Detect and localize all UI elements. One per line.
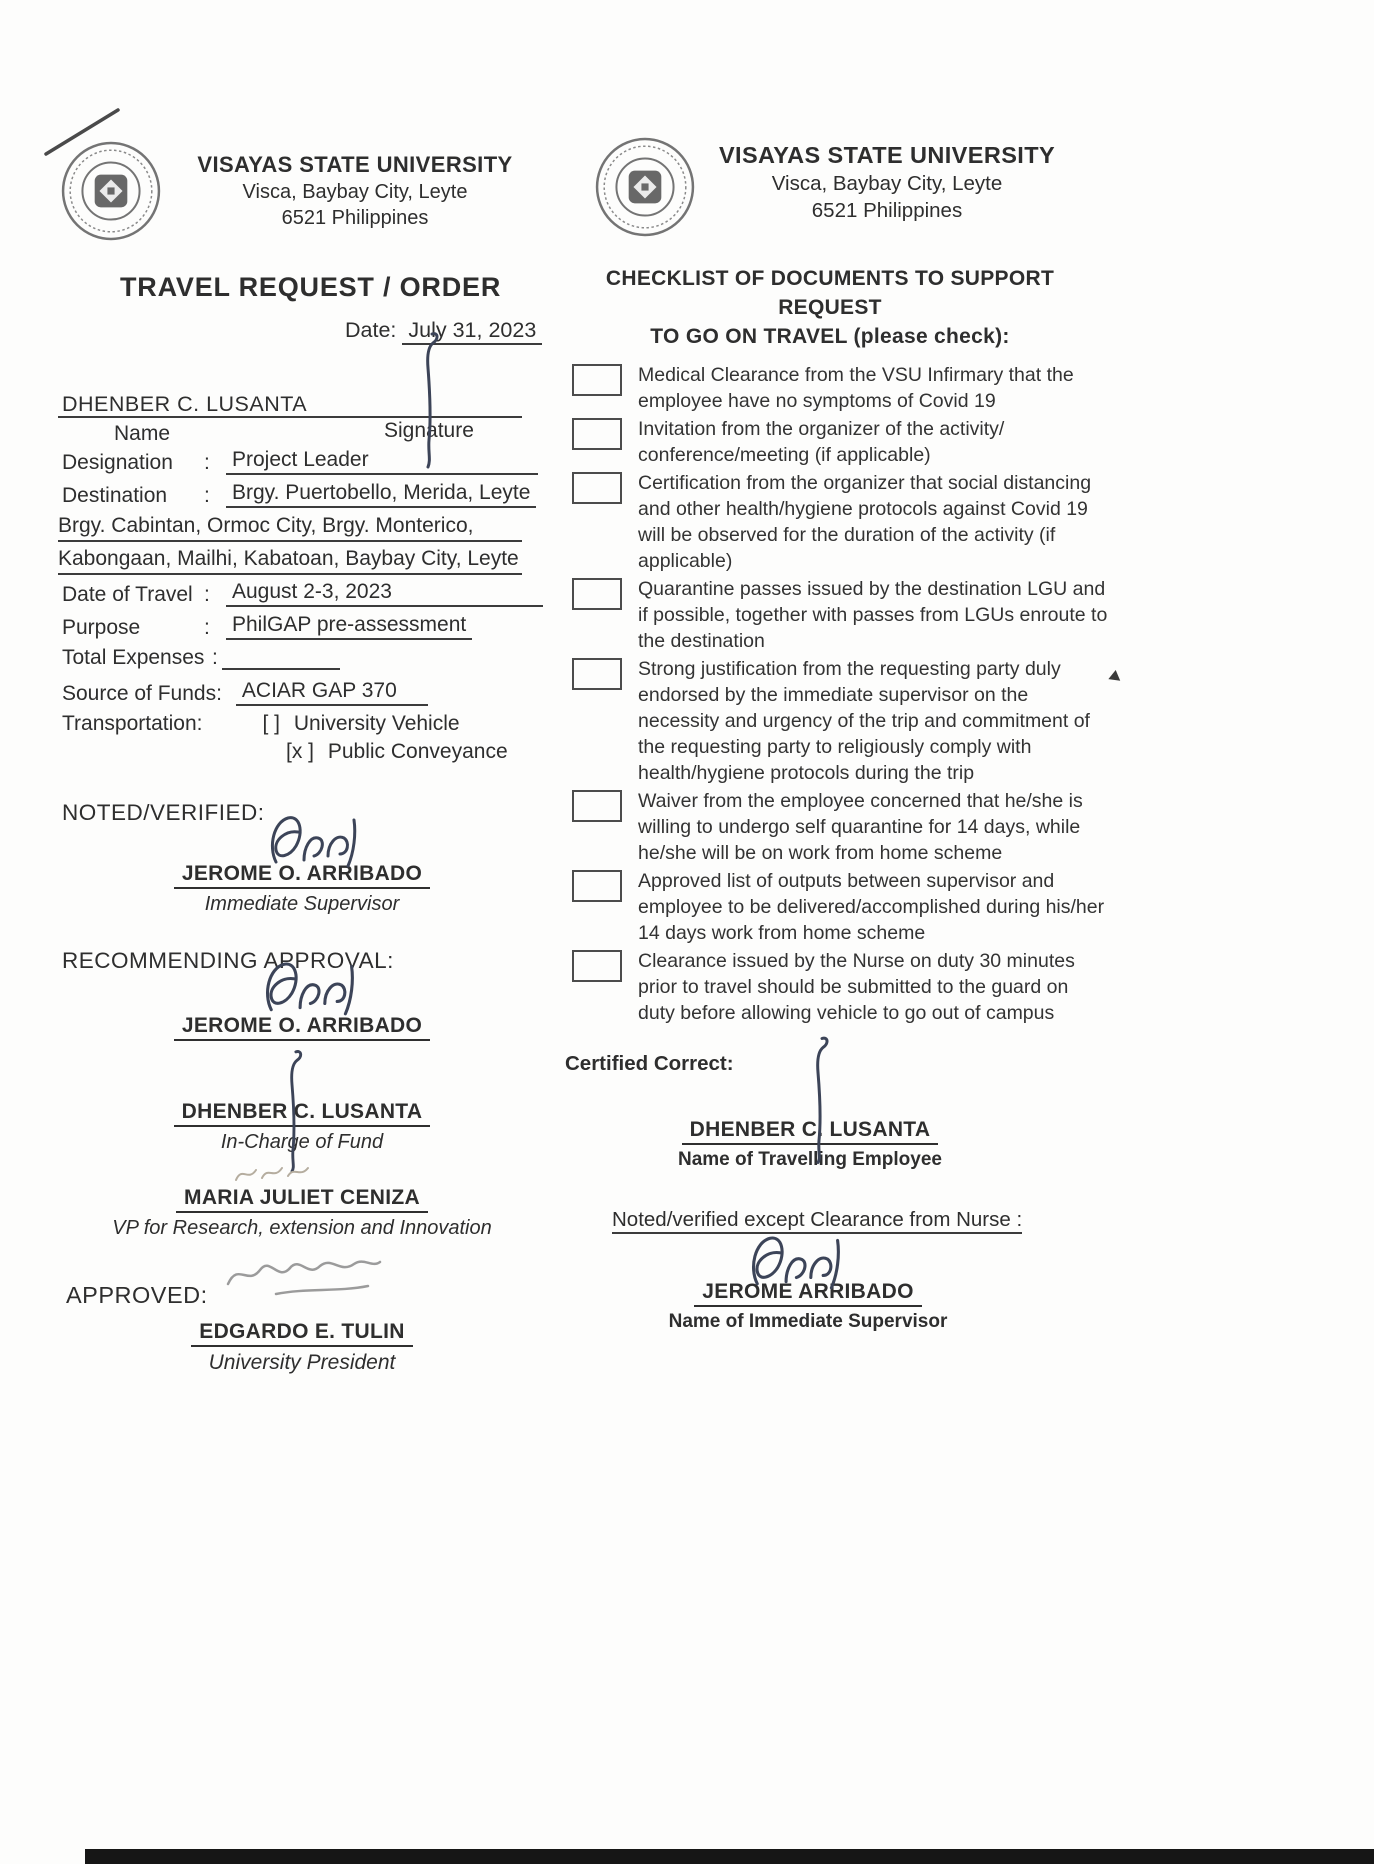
president-signatory-title: University President [208,1351,396,1374]
ceniza-initials-mark [228,1158,323,1188]
destination-label: Destination [62,484,168,507]
total-expenses-row [62,646,340,670]
signature-label: Signature [384,419,474,442]
checklist-item [572,416,1112,468]
transport-option-public [286,740,508,764]
destination-value-line3: Kabongaan, Mailhi, Kabatoan, Baybay City, Leyte [58,547,522,575]
date-of-travel-label: Date of Travel [62,583,193,606]
vp-signatory-title: VP for Research, extension and Innovation [112,1217,492,1239]
recommending-approval-label: RECOMMENDING APPROVAL: [62,948,394,973]
checklist [572,362,1112,1028]
fund-signatory [92,1100,512,1154]
date-label: Date: [345,318,397,342]
separator: : [212,646,218,669]
transport-option-university [262,712,459,736]
checklist-item [572,788,1112,866]
noted-except-signatory-name: JEROME ARRIBADO [694,1280,921,1307]
university-postal: 6521 Philippines [811,199,963,222]
purpose-label: Purpose [62,616,141,639]
university-address: Visca, Baybay City, Leyte [242,181,468,203]
university-address: Visca, Baybay City, Leyte [771,172,1003,195]
checkbox[interactable] [572,364,622,396]
noted-except-signatory-title: Name of Immediate Supervisor [668,1311,948,1332]
approved-label: APPROVED: [66,1282,208,1308]
separator: : [204,583,210,606]
university-seal-right-icon [594,136,696,238]
date-value: July 31, 2023 [402,318,542,345]
checklist-title [560,264,1100,351]
noted-except-label: Noted/verified except Clearance from Nurse : [612,1208,1022,1232]
transportation-label: Transportation: [62,712,203,735]
vp-signatory-name: MARIA JULIET CENIZA [176,1186,428,1213]
form-title: TRAVEL REQUEST / ORDER [120,272,502,302]
recommending-signatory-1-name: JEROME O. ARRIBADO [174,1014,430,1041]
checklist-item [572,656,1112,786]
destination-value-line1: Brgy. Puertobello, Merida, Leyte [226,481,536,508]
checklist-item [572,948,1112,1026]
date-of-travel-row [62,580,543,607]
noted-verified-label: NOTED/VERIFIED: [62,800,265,825]
tulin-signature [218,1248,388,1303]
checklist-title-line2: TO GO ON TRAVEL (please check): [650,325,1010,348]
checklist-item-text: Strong justification from the requesting party duly endorsed by the immediate supervisor on the necessity and urgency of the trip and commitment of the requesting party to religiously comply with health/hygiene protocols during the trip [638,658,1090,784]
checklist-item [572,576,1112,654]
noted-signatory-title: Immediate Supervisor [204,893,400,915]
certified-signatory [600,1118,1020,1171]
name-signature-line [58,416,522,418]
checklist-item-text: Invitation from the organizer of the activity/ conference/meeting (if applicable) [638,418,1005,466]
transport-option-label: University Vehicle [293,712,460,735]
noted-signatory-name: JEROME O. ARRIBADO [174,862,430,889]
president-signatory [92,1320,512,1375]
checkbox[interactable] [572,790,622,822]
date-field [345,318,542,343]
university-name: VISAYAS STATE UNIVERSITY [197,152,513,177]
checklist-item-text: Clearance issued by the Nurse on duty 30 minutes prior to travel should be submitted to the guard on duty before allowing vehicle to go out of campus [638,950,1075,1024]
checkbox[interactable] [572,418,622,450]
employee-name: DHENBER C. LUSANTA [62,392,308,416]
left-header [190,152,520,230]
designation-label: Designation [62,451,173,474]
date-of-travel-value: August 2-3, 2023 [226,580,543,607]
checklist-item-text: Certification from the organizer that social distancing and other health/hygiene protocols against Covid 19 will be observed for the duration of the activity (if applicable) [638,472,1092,572]
checklist-item-text: Quarantine passes issued by the destination LGU and if possible, together with passes from LGUs enroute to the destination [638,578,1108,652]
transportation-row [62,712,460,736]
checkbox[interactable] [572,472,622,504]
noted-except-signatory [598,1280,1018,1333]
certified-signatory-title: Name of Travelling Employee [678,1149,942,1170]
checkbox-mark: [x ] [286,740,315,763]
purpose-value: PhilGAP pre-assessment [226,613,472,640]
checklist-item [572,470,1112,574]
vp-signatory [92,1186,512,1240]
destination-row [62,481,536,508]
university-postal: 6521 Philippines [281,207,429,229]
university-name: VISAYAS STATE UNIVERSITY [718,142,1056,168]
certified-signatory-name: DHENBER C. LUSANTA [682,1118,939,1145]
transport-option-label: Public Conveyance [327,740,508,763]
recommending-signatory-1 [92,1014,512,1041]
president-signatory-name: EDGARDO E. TULIN [191,1320,412,1347]
checklist-item [572,362,1112,414]
separator: : [204,616,210,639]
checkbox[interactable] [572,870,622,902]
checklist-title-line1: CHECKLIST OF DOCUMENTS TO SUPPORT REQUEST [605,267,1055,319]
stray-ink-mark [1108,669,1121,681]
noted-signatory [92,862,512,916]
total-expenses-blank [222,650,340,670]
checkbox-mark: [ ] [262,712,280,735]
destination-value-line2: Brgy. Cabintan, Ormoc City, Brgy. Monterico, [58,514,522,542]
separator: : [204,484,210,507]
name-label: Name [114,422,171,445]
checklist-item-text: Waiver from the employee concerned that he/she is willing to undergo self quarantine for 14 days, while he/she will be on work from home scheme [638,790,1083,864]
transportation-row2 [286,740,508,764]
scan-edge-bar [85,1849,1374,1864]
checklist-item-text: Approved list of outputs between supervisor and employee to be delivered/accomplished during his/her 14 days work from home scheme [638,870,1105,944]
right-header [712,142,1062,223]
checklist-item [572,868,1112,946]
separator: : [204,451,210,474]
fund-signatory-name: DHENBER C. LUSANTA [174,1100,431,1127]
checkbox[interactable] [572,950,622,982]
certified-correct-label: Certified Correct: [565,1052,734,1075]
designation-row [62,448,538,475]
designation-value: Project Leader [226,448,538,475]
checkbox[interactable] [572,578,622,610]
source-of-funds-label: Source of Funds: [62,682,222,705]
checklist-item-text: Medical Clearance from the VSU Infirmary that the employee have no symptoms of Covid 19 [638,364,1074,412]
source-of-funds-value: ACIAR GAP 370 [236,679,428,706]
purpose-row [62,613,472,640]
source-of-funds-row [62,679,428,706]
total-expenses-label: Total Expenses [62,646,205,669]
fund-signatory-title: In-Charge of Fund [220,1131,384,1153]
checkbox[interactable] [572,658,622,690]
university-seal-left-icon [60,140,162,242]
